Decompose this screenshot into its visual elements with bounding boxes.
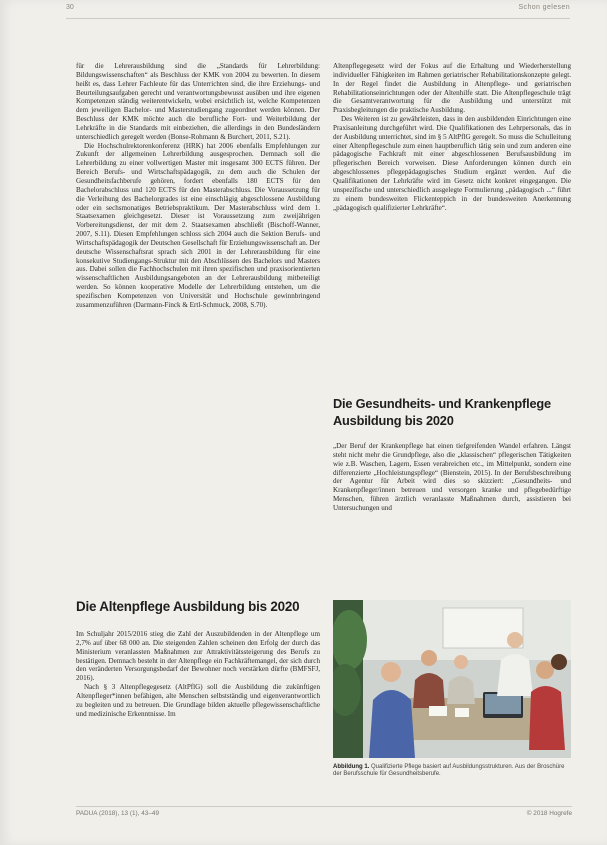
- right-column-bottom: [333, 442, 571, 594]
- copyright: © 2018 Hogrefe: [526, 810, 572, 817]
- classroom-photo-illustration: [333, 600, 571, 758]
- paragraph: „Der Beruf der Krankenpflege hat einen tiefgreifenden Wandel erfahren. Längst steht nicht mehr die Grundpflege, also die „klassischen“ pflegerischen Tätigkeiten wie z.B. Waschen, Lagern, Essen verabreichen etc., im Mittelpunkt, sondern eine differenzierte „Hochleistungspflege“ (Bienstein, 2015). In der Berufsbeschreibung der Agentur für Arbeit wird dies so skizziert: „Gesundheits- und Krankenpfleger/innen betreuen und versorgen kranke und pflegebedürftige Menschen, führen ärztlich veranlasste Maßnahmen durch, assistieren bei Untersuchungen und: [333, 442, 571, 512]
- left-column-top: [76, 62, 320, 576]
- paragraph: Im Schuljahr 2015/2016 stieg die Zahl der Auszubildenden in der Altenpflege um 2,7% auf über 68 000 an. Die steigenden Zahlen scheinen den Erfolg der durch das Ministerium veranlassten Maßnahmen zur Attraktivitätssteigerung des Berufs zu bestätigen. Demnach besteht in der Altenpflege ein Fachkräftemangel, der sich durch den veränderten Versorgungsbedarf der Bewohner noch verstärken dürfte (BMFSFJ, 2016).: [76, 630, 320, 683]
- section-heading-altenpflege: Die Altenpflege Ausbildung bis 2020: [76, 599, 300, 614]
- left-column-bottom: [76, 630, 320, 806]
- paragraph: Altenpflegegesetz wird der Fokus auf die Erhaltung und Wiederherstellung individueller Fähigkeiten im Rahmen geriatrischer Rehabilitationskonzepte gelegt. In der Regel findet die Ausbildung in Altenpflege- und geriatrischen Rehabilitationseinrichtungen oder der Altenhilfe statt. Die Altenpflegeschule trägt die Gesamtverantwortung für die Ausbildung und unterstützt mit Praxisbegleitungen die praktische Ausbildung.: [333, 62, 571, 115]
- page-footer: [76, 806, 572, 819]
- paragraph: Nach § 3 Altenpflegegesetz (AltPflG) soll die Ausbildung die zukünftigen Altenpfleger*innen befähigen, alte Menschen selbstständig und eigenverantwortlich zu begleiten und zu betreuen. Die Grundlage bilden aktuelle pflegewissenschaftliche und medizinische Erkenntnisse. Im: [76, 683, 320, 718]
- page-number: 30: [66, 4, 74, 11]
- paragraph: Die Hochschulrektorenkonferenz (HRK) hat 2006 ebenfalls Empfehlungen zur Zukunft der allgemeinen Lehrerbildung ausgesprochen. Demnach soll die Lehrerbildung zu einer vollwertigen Master mit insgesamt 300 ECTS führen. Der Bereich Berufs- und Wirtschaftspädagogik, zu dem auch die Schulen der Gesundheitsfachberufe gehören, fordert ebenfalls 180 ECTS für den Bachelorabschluss und 120 ECTS für den Masterabschluss. Die Voraussetzung für die Verleihung des Bachelorgrades ist eine einschlägig abgeschlossene Ausbildung oder ein sechsmonatiges Betriebspraktikum. Der Masterabschluss wird dem 1. Staatsexamen gleichgesetzt. Dieser ist Voraussetzung zum zweijährigen Vorbereitungsdienst, der mit dem 2. Staatsexamen abschließt (Bischoff-Wanner, 2007, S.11). Diesen Empfehlungen schloss sich 2004 auch die Sektion Berufs- und Wirtschaftspädagogik der Deutschen Gesellschaft für Erziehungswissenschaft an. Der deutsche Wissenschaftsrat sprach sich 2001 in der Lehrerausbildung für eine konsekutive Studiengangs-Struktur mit den Abschlüssen des Bachelors und Masters aus. Dabei sollen die Fachhochschulen mit ihren spezifischen und praxisorientierten wissenschaftlichen Ausbildungsangeboten an der Lehrerausbildung mitbeteiligt werden. So können kooperative Modelle der Lehrerbildung entstehen, um die spezifischen Kompetenzen von Universität und Hochschule gewinnbringend zusammenzuführen (Darmann-Finck & Ertl-Schmuck, 2008, S.70).: [76, 141, 320, 309]
- page-header: [66, 4, 570, 19]
- classroom-photo: [333, 600, 571, 758]
- figure-caption: [333, 764, 571, 779]
- journal-citation: PADUA (2018), 13 (1), 43–49: [76, 810, 160, 817]
- caption-label: Abbildung 1.: [333, 764, 370, 770]
- section-label: Schon gelesen: [518, 4, 570, 11]
- paragraph: Des Weiteren ist zu gewährleisten, dass in den ausbildenden Einrichtungen eine Praxisanleitung durchgeführt wird. Die Qualifikationen des Lehrpersonals, das in der Ausbildung unterrichtet, sind im § 5 AltPflG geregelt. So muss die Schulleitung einer Altenpflegeschule zum einen hauptberuflich tätig sein und zum anderen eine pädagogische Fachkraft mit einer abgeschlossenen Berufsausbildung im pflegerischen Bereich vorweisen. Diese Anforderungen können durch ein abgeschlossenes pflegepädagogisches Studium ergänzt werden. Auf die Qualifikationen der Lehrkräfte wird im Gesetz nicht konkret eingegangen. Die unspezifische und unterschiedlich ausgelegte Formulierung „pädagogisch ...“ führt zu einem bundesweiten Flickenteppich in der bundesweiten Anerkennung „pädagogisch qualifizierter Lehrkräfte“.: [333, 115, 571, 212]
- right-column-top: [333, 62, 571, 354]
- section-heading-gesundheitspflege: Die Gesundheits- und Krankenpflege Ausbildung bis 2020: [333, 396, 551, 428]
- caption-text: Qualifizierte Pflege basiert auf Ausbildungsstrukturen. Aus der Broschüre der Berufsschule für Gesundheitsberufe.: [333, 764, 565, 778]
- paragraph: für die Lehrerausbildung sind die „Standards für Lehrerbildung: Bildungswissenschaften“ als Beschluss der KMK von 2004 zu bewerten. In diesem heißt es, dass Lehrer Fachleute für das Unterrichten sind, die ihre Erziehungs- und Beurteilungsaufgaben gerecht und verantwortungsbewusst ausüben und ihre eigenen Kompetenzen ständig weiterentwickeln, wobei ersichtlich ist, welche Kompetenzen dem jeweiligen Bachelor- und Masterstudiengang zugeordnet werden können. Der Beschluss der KMK möchte auch die berufliche Fort- und Weiterbildung der Lehrkräfte in die Standards mit einbeziehen, die allerdings in den Bundesländern unterschiedlich geregelt werden (Bonse-Rohmann & Burchert, 2011, S.21).: [76, 62, 320, 141]
